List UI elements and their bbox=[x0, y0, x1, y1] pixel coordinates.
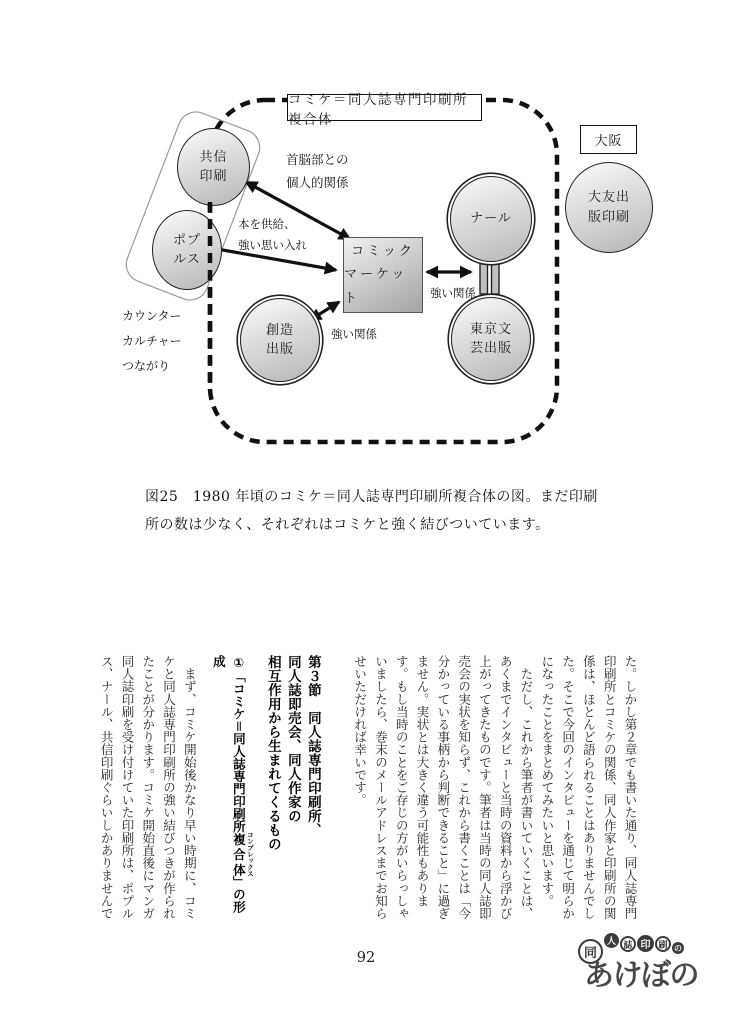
node-label: 創造 bbox=[265, 322, 294, 338]
label-line: 個人的関係 bbox=[286, 175, 349, 191]
section-heading-line-2: 同人誌即売会、同人作家の bbox=[284, 655, 301, 823]
node-label: 東京文 bbox=[469, 321, 512, 337]
node-label: コミック bbox=[351, 243, 415, 259]
logo-main-text: あけぼの bbox=[584, 958, 698, 993]
osaka-region-box bbox=[580, 125, 637, 154]
section-heading-line-1: 第３節 同人誌専門印刷所、 bbox=[304, 655, 321, 837]
logo-circle-char: 同 bbox=[578, 939, 603, 964]
vertical-article-text bbox=[95, 655, 640, 921]
node-kyoshin-insatsu bbox=[177, 128, 250, 206]
subheading-prefix: ①「コミケ＝同人誌専門印刷所 bbox=[231, 655, 247, 833]
node-label: 大友出 bbox=[587, 190, 630, 205]
logo-circle-char: 印 bbox=[637, 935, 654, 952]
node-label: 共信 bbox=[199, 149, 228, 165]
label-line: カウンター bbox=[122, 309, 182, 323]
label-line: 本を供給、 bbox=[238, 217, 296, 231]
node-label: ナール bbox=[470, 211, 512, 227]
node-label: ルス bbox=[173, 252, 201, 267]
subsection-heading bbox=[208, 655, 254, 921]
figure-caption bbox=[145, 484, 635, 539]
label-line: つながり bbox=[122, 359, 171, 373]
label-counter-culture bbox=[122, 304, 182, 379]
logo-circle-char: 誌 bbox=[620, 936, 636, 952]
node-sozo-shuppan bbox=[240, 298, 320, 382]
label-strong-relation-bottom: 強い関係 bbox=[331, 327, 377, 341]
link-bar-right bbox=[492, 262, 500, 294]
label-strong-relation-right: 強い関係 bbox=[430, 286, 476, 300]
osaka-label: 大阪 bbox=[594, 134, 623, 149]
node-nar bbox=[450, 176, 532, 262]
label-leadership-relation bbox=[286, 148, 349, 194]
label-line: カルチャー bbox=[122, 334, 182, 348]
caption-line-2: 所の数は少なく、それぞれはコミケと強く結びついています。 bbox=[145, 516, 550, 533]
diagram-title: コミケ＝同人誌専門印刷所複合体 bbox=[288, 91, 468, 128]
label-line: 首脳部との bbox=[286, 152, 349, 167]
paragraph-formation: まず、コミケ開始後かなり早い時期に、コミケと同人誌専門印刷所の強い結びつきが作られたことが分かります。コミケ開始直後にマンガ同人誌印刷を受け付けていた印刷所は、ポプルス、ナール、共信印刷ぐらいしかありませんで bbox=[99, 655, 198, 920]
diagram-title-box bbox=[287, 91, 482, 128]
paragraph-disclaimer: ただし、これから筆者が書いていくことは、あくまでインタビューと当時の資料から浮かび上がってきたものです。筆者は当時の同人誌即売会の実状を知らず、これから書くことは「今分かっている事柄から判断できること」に過ぎません。実状とは大きく違う可能性もあります。もし当時のことをご存じの方がいらっしゃいましたら、巻末のメールアドレスまでお知らせいただければ幸いです。 bbox=[352, 655, 535, 920]
label-line: 強い思い入れ bbox=[238, 238, 307, 253]
node-label: 版印刷 bbox=[587, 209, 630, 225]
section-heading-line-3: 相互作用から生まれてくるもの bbox=[264, 655, 281, 851]
node-tokyo-bungei-shuppan bbox=[451, 297, 531, 381]
logo-circle-char: の bbox=[674, 943, 682, 953]
node-comic-market bbox=[343, 237, 423, 313]
akebono-logo bbox=[576, 933, 708, 995]
node-popurusu bbox=[152, 210, 222, 290]
node-otomo-shuppan-insatsu bbox=[565, 162, 653, 253]
node-label: 印刷 bbox=[199, 169, 228, 184]
logo-circle-char: 人 bbox=[604, 933, 619, 948]
caption-line-1: 図25 1980 年頃のコミケ＝同人誌専門印刷所複合体の図。まだ印刷 bbox=[145, 489, 598, 505]
logo-circle-char: 刷 bbox=[655, 936, 671, 952]
node-label: 芸出版 bbox=[469, 341, 512, 356]
link-bar-left bbox=[480, 262, 488, 294]
page-number: 92 bbox=[356, 950, 376, 966]
paragraph-continuation: た。しかし第２章でも書いた通り、同人誌専門印刷所とコミケの関係、同人作家と印刷所の関係は、ほとんど語られることはありませんでした。そこで今回のインタビューを通じて明らかになったことをまとめてみたいと思います。 bbox=[539, 655, 638, 920]
subheading-suffix: 」の形成 bbox=[211, 655, 247, 913]
ruby-base: 複合体 bbox=[231, 831, 247, 877]
arrow-sozo-market bbox=[310, 302, 339, 320]
label-supply-relation bbox=[238, 214, 307, 257]
node-label: マーケット bbox=[344, 267, 408, 306]
node-label: 出版 bbox=[265, 342, 294, 357]
subheading-ruby bbox=[231, 831, 254, 877]
node-label: ポプ bbox=[172, 232, 201, 248]
ruby-text: コンプレックス bbox=[245, 831, 254, 877]
